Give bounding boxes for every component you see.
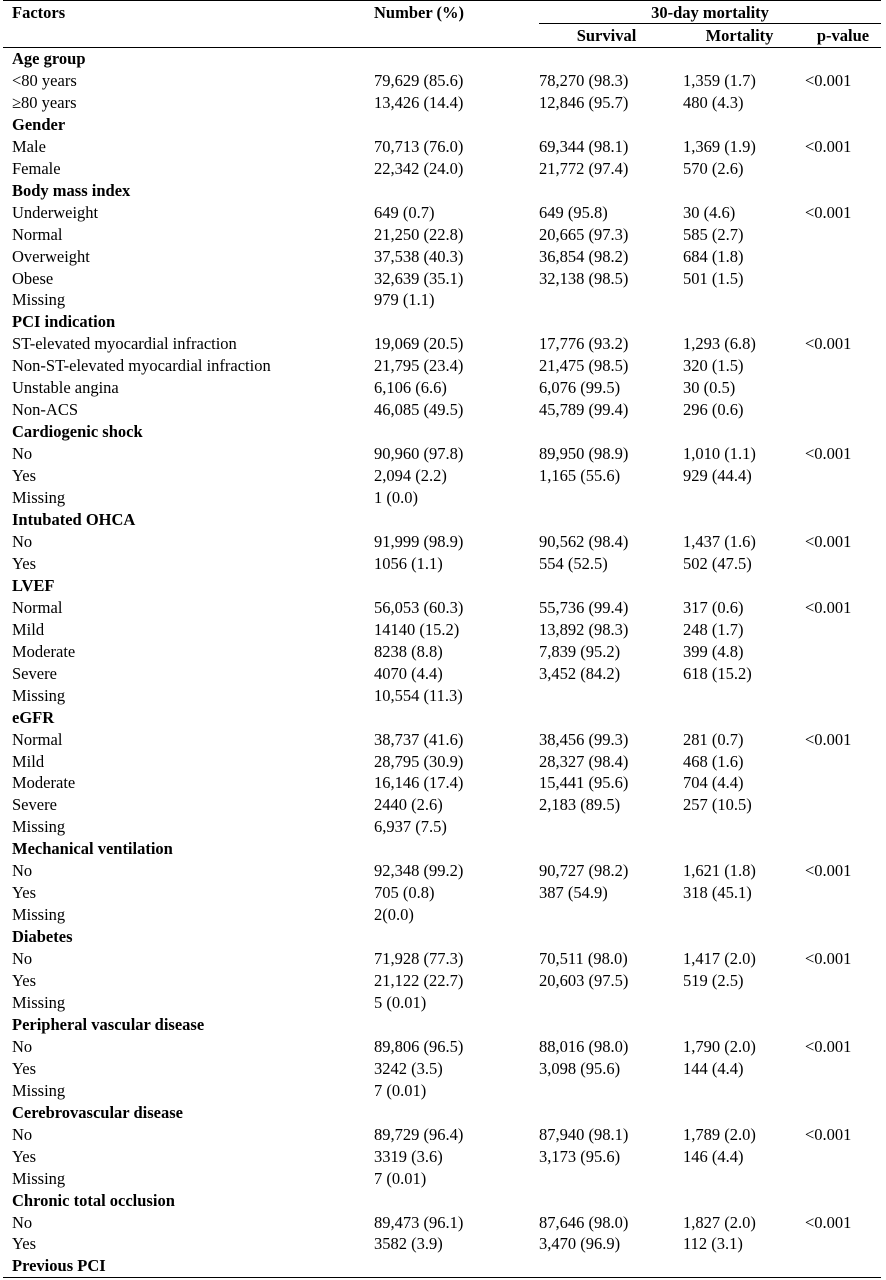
- survival-cell: 7,839 (95.2): [539, 641, 621, 661]
- number-cell: 32,639 (35.1): [374, 268, 464, 288]
- table-row: [3, 136, 881, 158]
- table-row: [3, 1146, 881, 1168]
- factor-cell: <80 years: [12, 70, 77, 90]
- table-group-row: [3, 838, 881, 860]
- table-row: [3, 1124, 881, 1146]
- number-cell: 89,729 (96.4): [374, 1124, 464, 1144]
- table-row: [3, 355, 881, 377]
- table-row: [3, 970, 881, 992]
- table-group-row: [3, 48, 881, 70]
- factor-cell: Normal: [12, 729, 63, 749]
- header-empty-1: [3, 25, 365, 48]
- factor-cell: Normal: [12, 224, 63, 244]
- factor-cell: No: [12, 531, 33, 551]
- survival-cell: [530, 816, 674, 838]
- survival-cell: 90,727 (98.2): [539, 861, 629, 881]
- mortality-cell: 248 (1.7): [683, 619, 744, 639]
- mortality-cell: 318 (45.1): [683, 883, 752, 903]
- survival-cell: 649 (95.8): [539, 202, 608, 222]
- table-row: [3, 1058, 881, 1080]
- number-cell: 2(0.0): [374, 905, 414, 925]
- table-row: [3, 729, 881, 751]
- survival-cell: 15,441 (95.6): [539, 773, 629, 793]
- pvalue-cell: [796, 487, 881, 509]
- number-cell: 79,629 (85.6): [374, 70, 464, 90]
- table-row: [3, 399, 881, 421]
- number-cell: 37,538 (40.3): [374, 246, 464, 266]
- mortality-factors-table: [3, 0, 881, 1278]
- factor-cell: Female: [12, 158, 61, 178]
- mortality-cell: 468 (1.6): [683, 751, 744, 771]
- table-group-row: [3, 509, 881, 531]
- number-cell: 6,106 (6.6): [374, 378, 447, 398]
- pvalue-cell: <0.001: [805, 1212, 852, 1232]
- number-cell: 19,069 (20.5): [374, 334, 464, 354]
- header-mortality: Mortality: [674, 25, 796, 48]
- table-group-row: [3, 575, 881, 597]
- table-row: [3, 553, 881, 575]
- pvalue-cell: [796, 816, 881, 838]
- factor-cell: Missing: [12, 1080, 66, 1100]
- survival-cell: 3,470 (96.9): [539, 1234, 621, 1254]
- survival-cell: [530, 904, 674, 926]
- pvalue-cell: [796, 882, 881, 904]
- table-group-row: [3, 114, 881, 136]
- pvalue-cell: [796, 92, 881, 114]
- group-label: Body mass index: [12, 180, 131, 200]
- number-cell: 3582 (3.9): [374, 1234, 443, 1254]
- table-row: [3, 948, 881, 970]
- pvalue-cell: <0.001: [805, 202, 852, 222]
- table-group-row: [3, 707, 881, 729]
- pvalue-cell: [796, 158, 881, 180]
- mortality-cell: [674, 685, 796, 707]
- number-cell: 3242 (3.5): [374, 1058, 443, 1078]
- number-cell: 21,795 (23.4): [374, 356, 464, 376]
- number-cell: 16,146 (17.4): [374, 773, 464, 793]
- pvalue-cell: <0.001: [805, 949, 852, 969]
- factor-cell: No: [12, 861, 33, 881]
- table-group-row: [3, 926, 881, 948]
- mortality-cell: [674, 289, 796, 311]
- pvalue-cell: <0.001: [805, 136, 852, 156]
- mortality-cell: [674, 992, 796, 1014]
- factor-cell: Non-ACS: [12, 400, 79, 420]
- table-row: [3, 70, 881, 92]
- number-cell: 56,053 (60.3): [374, 597, 464, 617]
- table-row: [3, 202, 881, 224]
- table-row: [3, 597, 881, 619]
- pvalue-cell: [796, 268, 881, 290]
- mortality-cell: 1,790 (2.0): [683, 1036, 756, 1056]
- survival-cell: 387 (54.9): [539, 883, 608, 903]
- table-group-row: [3, 180, 881, 202]
- number-cell: 649 (0.7): [374, 202, 435, 222]
- pvalue-cell: <0.001: [805, 1124, 852, 1144]
- mortality-cell: 144 (4.4): [683, 1058, 744, 1078]
- pvalue-cell: [796, 246, 881, 268]
- pvalue-cell: [796, 289, 881, 311]
- table-row: [3, 860, 881, 882]
- table-row: [3, 465, 881, 487]
- pvalue-cell: [796, 1233, 881, 1255]
- factor-cell: Missing: [12, 290, 66, 310]
- mortality-cell: 257 (10.5): [683, 795, 752, 815]
- table-row: [3, 443, 881, 465]
- table-row: [3, 619, 881, 641]
- table-row: [3, 772, 881, 794]
- survival-cell: 21,475 (98.5): [539, 356, 629, 376]
- table-row: [3, 663, 881, 685]
- survival-cell: [530, 1080, 674, 1102]
- table-row: [3, 794, 881, 816]
- number-cell: 46,085 (49.5): [374, 400, 464, 420]
- pvalue-cell: <0.001: [805, 334, 852, 354]
- table-row: [3, 377, 881, 399]
- survival-cell: 3,098 (95.6): [539, 1058, 621, 1078]
- table-group-row: [3, 1255, 881, 1277]
- mortality-cell: 1,437 (1.6): [683, 531, 756, 551]
- mortality-cell: [674, 1168, 796, 1190]
- pvalue-cell: [796, 663, 881, 685]
- factor-cell: No: [12, 1124, 33, 1144]
- number-cell: 38,737 (41.6): [374, 729, 464, 749]
- survival-cell: 55,736 (99.4): [539, 597, 629, 617]
- pvalue-cell: [796, 904, 881, 926]
- mortality-cell: 570 (2.6): [683, 158, 744, 178]
- factor-cell: Normal: [12, 597, 63, 617]
- number-cell: 70,713 (76.0): [374, 136, 464, 156]
- group-label: Diabetes: [12, 927, 73, 947]
- factor-cell: Severe: [12, 663, 57, 683]
- survival-cell: 89,950 (98.9): [539, 444, 629, 464]
- factor-cell: Mild: [12, 619, 45, 639]
- group-label: Cerebrovascular disease: [12, 1102, 183, 1122]
- number-cell: 6,937 (7.5): [374, 817, 447, 837]
- number-cell: 7 (0.01): [374, 1080, 427, 1100]
- table-row: [3, 246, 881, 268]
- mortality-cell: 1,789 (2.0): [683, 1124, 756, 1144]
- mortality-cell: 1,827 (2.0): [683, 1212, 756, 1232]
- number-cell: 705 (0.8): [374, 883, 435, 903]
- number-cell: 4070 (4.4): [374, 663, 443, 683]
- mortality-cell: 399 (4.8): [683, 641, 744, 661]
- factor-cell: Yes: [12, 1234, 37, 1254]
- table-row: [3, 268, 881, 290]
- number-cell: 89,473 (96.1): [374, 1212, 464, 1232]
- survival-cell: [530, 685, 674, 707]
- group-label: Previous PCI: [3, 1255, 881, 1277]
- number-cell: 10,554 (11.3): [374, 685, 463, 705]
- header-pvalue: p-value: [796, 25, 881, 48]
- factor-cell: ST-elevated myocardial infraction: [12, 334, 237, 354]
- table-group-row: [3, 1102, 881, 1124]
- pvalue-cell: <0.001: [805, 597, 852, 617]
- factor-cell: Missing: [12, 488, 66, 508]
- factor-cell: Underweight: [12, 202, 99, 222]
- group-label: LVEF: [12, 575, 55, 595]
- table-row: [3, 816, 881, 838]
- survival-cell: [530, 289, 674, 311]
- survival-cell: 13,892 (98.3): [539, 619, 629, 639]
- factor-cell: Yes: [12, 553, 37, 573]
- group-label: PCI indication: [12, 312, 116, 332]
- table-row: [3, 641, 881, 663]
- table-row: [3, 333, 881, 355]
- survival-cell: [530, 1168, 674, 1190]
- number-cell: 2,094 (2.2): [374, 466, 447, 486]
- data-table-container: [3, 0, 881, 1278]
- survival-cell: 3,173 (95.6): [539, 1146, 621, 1166]
- factor-cell: Yes: [12, 466, 37, 486]
- pvalue-cell: [796, 355, 881, 377]
- mortality-cell: 30 (0.5): [683, 378, 736, 398]
- pvalue-cell: <0.001: [805, 531, 852, 551]
- number-cell: 21,122 (22.7): [374, 971, 464, 991]
- mortality-cell: 146 (4.4): [683, 1146, 744, 1166]
- mortality-cell: 1,417 (2.0): [683, 949, 756, 969]
- mortality-cell: 684 (1.8): [683, 246, 744, 266]
- mortality-cell: [674, 904, 796, 926]
- mortality-cell: 519 (2.5): [683, 971, 744, 991]
- table-row: [3, 289, 881, 311]
- number-cell: 89,806 (96.5): [374, 1036, 464, 1056]
- header-survival: Survival: [530, 25, 674, 48]
- header-number: Number (%): [365, 1, 530, 26]
- survival-cell: [530, 487, 674, 509]
- group-label: Gender: [12, 114, 66, 134]
- pvalue-cell: [796, 377, 881, 399]
- survival-cell: 90,562 (98.4): [539, 531, 629, 551]
- mortality-cell: 296 (0.6): [683, 400, 744, 420]
- mortality-cell: 320 (1.5): [683, 356, 744, 376]
- mortality-cell: 1,359 (1.7): [683, 70, 756, 90]
- pvalue-cell: [796, 641, 881, 663]
- survival-cell: 20,665 (97.3): [539, 224, 629, 244]
- factor-cell: Severe: [12, 795, 57, 815]
- table-row: [3, 1080, 881, 1102]
- survival-cell: 45,789 (99.4): [539, 400, 629, 420]
- header-30-day-mortality: [530, 1, 881, 26]
- mortality-cell: 585 (2.7): [683, 224, 744, 244]
- table-row: [3, 992, 881, 1014]
- number-cell: 2440 (2.6): [374, 795, 443, 815]
- mortality-cell: 929 (44.4): [683, 466, 752, 486]
- mortality-cell: [674, 487, 796, 509]
- table-row: [3, 531, 881, 553]
- factor-cell: Yes: [12, 1146, 37, 1166]
- table-row: [3, 1212, 881, 1234]
- factor-cell: Non-ST-elevated myocardial infraction: [12, 356, 271, 376]
- mortality-cell: [674, 1080, 796, 1102]
- number-cell: 28,795 (30.9): [374, 751, 464, 771]
- pvalue-cell: [796, 399, 881, 421]
- factor-cell: Missing: [12, 817, 66, 837]
- pvalue-cell: [796, 224, 881, 246]
- pvalue-cell: [796, 794, 881, 816]
- number-cell: 92,348 (99.2): [374, 861, 464, 881]
- factor-cell: Missing: [12, 685, 66, 705]
- group-label: Mechanical ventilation: [12, 839, 173, 859]
- pvalue-cell: [796, 772, 881, 794]
- mortality-cell: 1,010 (1.1): [683, 444, 756, 464]
- mortality-cell: 30 (4.6): [683, 202, 736, 222]
- group-label: Chronic total occlusion: [12, 1190, 175, 1210]
- factor-cell: Missing: [12, 905, 66, 925]
- table-group-row: [3, 1014, 881, 1036]
- pvalue-cell: [796, 992, 881, 1014]
- survival-cell: 20,603 (97.5): [539, 971, 629, 991]
- factor-cell: Yes: [12, 971, 37, 991]
- survival-cell: 28,327 (98.4): [539, 751, 629, 771]
- group-label: eGFR: [12, 707, 55, 727]
- mortality-cell: [674, 816, 796, 838]
- table-row: [3, 224, 881, 246]
- survival-cell: 36,854 (98.2): [539, 246, 629, 266]
- table-row: [3, 1233, 881, 1255]
- survival-cell: 17,776 (93.2): [539, 334, 629, 354]
- factor-cell: No: [12, 1212, 33, 1232]
- survival-cell: [530, 992, 674, 1014]
- header-row-top: [3, 1, 881, 26]
- pvalue-cell: [796, 1146, 881, 1168]
- pvalue-cell: [796, 751, 881, 773]
- number-cell: 979 (1.1): [374, 290, 435, 310]
- pvalue-cell: [796, 619, 881, 641]
- factor-cell: Unstable angina: [12, 378, 119, 398]
- number-cell: 3319 (3.6): [374, 1146, 443, 1166]
- table-row: [3, 158, 881, 180]
- header-row-sub: [3, 25, 881, 48]
- table-body: [3, 48, 881, 1278]
- factor-cell: No: [12, 949, 33, 969]
- number-cell: 22,342 (24.0): [374, 158, 464, 178]
- survival-cell: 88,016 (98.0): [539, 1036, 629, 1056]
- table-row: [3, 751, 881, 773]
- factor-cell: Overweight: [12, 246, 90, 266]
- pvalue-cell: [796, 465, 881, 487]
- number-cell: 90,960 (97.8): [374, 444, 464, 464]
- table-row: [3, 1036, 881, 1058]
- number-cell: 1056 (1.1): [374, 553, 443, 573]
- factor-cell: Mild: [12, 751, 45, 771]
- number-cell: 71,928 (77.3): [374, 949, 464, 969]
- factor-cell: No: [12, 1036, 33, 1056]
- mortality-cell: 501 (1.5): [683, 268, 744, 288]
- number-cell: 21,250 (22.8): [374, 224, 464, 244]
- mortality-cell: 1,621 (1.8): [683, 861, 756, 881]
- pvalue-cell: <0.001: [805, 1036, 852, 1056]
- survival-cell: 78,270 (98.3): [539, 70, 629, 90]
- table-row: [3, 1168, 881, 1190]
- header-factors: Factors: [3, 1, 365, 26]
- factor-cell: Moderate: [12, 773, 76, 793]
- factor-cell: Moderate: [12, 641, 76, 661]
- factor-cell: No: [12, 444, 33, 464]
- mortality-cell: 1,369 (1.9): [683, 136, 756, 156]
- number-cell: 5 (0.01): [374, 992, 427, 1012]
- pvalue-cell: <0.001: [805, 729, 852, 749]
- number-cell: 1 (0.0): [374, 488, 418, 508]
- survival-cell: 554 (52.5): [539, 553, 608, 573]
- pvalue-cell: [796, 1168, 881, 1190]
- mortality-cell: 1,293 (6.8): [683, 334, 756, 354]
- group-label: Age group: [12, 49, 86, 68]
- pvalue-cell: <0.001: [805, 861, 852, 881]
- group-label: Cardiogenic shock: [12, 422, 143, 442]
- factor-cell: Yes: [12, 883, 37, 903]
- number-cell: 91,999 (98.9): [374, 531, 464, 551]
- survival-cell: 2,183 (89.5): [539, 795, 621, 815]
- factor-cell: Obese: [12, 268, 54, 288]
- survival-cell: 3,452 (84.2): [539, 663, 621, 683]
- table-group-row: [3, 1190, 881, 1212]
- number-cell: 7 (0.01): [374, 1168, 427, 1188]
- table-row: [3, 487, 881, 509]
- pvalue-cell: <0.001: [805, 444, 852, 464]
- number-cell: 14140 (15.2): [374, 619, 460, 639]
- mortality-cell: 502 (47.5): [683, 553, 752, 573]
- survival-cell: 32,138 (98.5): [539, 268, 629, 288]
- number-cell: 13,426 (14.4): [374, 92, 464, 112]
- table-header: [3, 1, 881, 48]
- factor-cell: Yes: [12, 1058, 37, 1078]
- survival-cell: 87,940 (98.1): [539, 1124, 629, 1144]
- survival-cell: 1,165 (55.6): [539, 466, 621, 486]
- factor-cell: ≥80 years: [12, 92, 77, 112]
- group-label: Intubated OHCA: [12, 510, 136, 530]
- table-group-row: [3, 421, 881, 443]
- pvalue-cell: [796, 1080, 881, 1102]
- survival-cell: 38,456 (99.3): [539, 729, 629, 749]
- table-row: [3, 882, 881, 904]
- survival-cell: 12,846 (95.7): [539, 92, 629, 112]
- table-row: [3, 685, 881, 707]
- pvalue-cell: [796, 553, 881, 575]
- survival-cell: 87,646 (98.0): [539, 1212, 629, 1232]
- mortality-cell: 317 (0.6): [683, 597, 744, 617]
- table-row: [3, 904, 881, 926]
- pvalue-cell: [796, 970, 881, 992]
- number-cell: 8238 (8.8): [374, 641, 443, 661]
- header-30-day-mortality-label: 30-day mortality: [539, 3, 881, 24]
- factor-cell: Missing: [12, 992, 66, 1012]
- factor-cell: Male: [12, 136, 46, 156]
- mortality-cell: 704 (4.4): [683, 773, 744, 793]
- pvalue-cell: [796, 685, 881, 707]
- mortality-cell: 618 (15.2): [683, 663, 752, 683]
- mortality-cell: 281 (0.7): [683, 729, 744, 749]
- survival-cell: 21,772 (97.4): [539, 158, 629, 178]
- pvalue-cell: <0.001: [805, 70, 852, 90]
- survival-cell: 70,511 (98.0): [539, 949, 628, 969]
- group-label: Peripheral vascular disease: [12, 1014, 205, 1034]
- survival-cell: 6,076 (99.5): [539, 378, 621, 398]
- survival-cell: 69,344 (98.1): [539, 136, 629, 156]
- pvalue-cell: [796, 1058, 881, 1080]
- table-group-row: [3, 311, 881, 333]
- mortality-cell: 480 (4.3): [683, 92, 744, 112]
- mortality-cell: 112 (3.1): [683, 1234, 743, 1254]
- factor-cell: Missing: [12, 1168, 66, 1188]
- header-empty-2: [365, 25, 530, 48]
- table-row: [3, 92, 881, 114]
